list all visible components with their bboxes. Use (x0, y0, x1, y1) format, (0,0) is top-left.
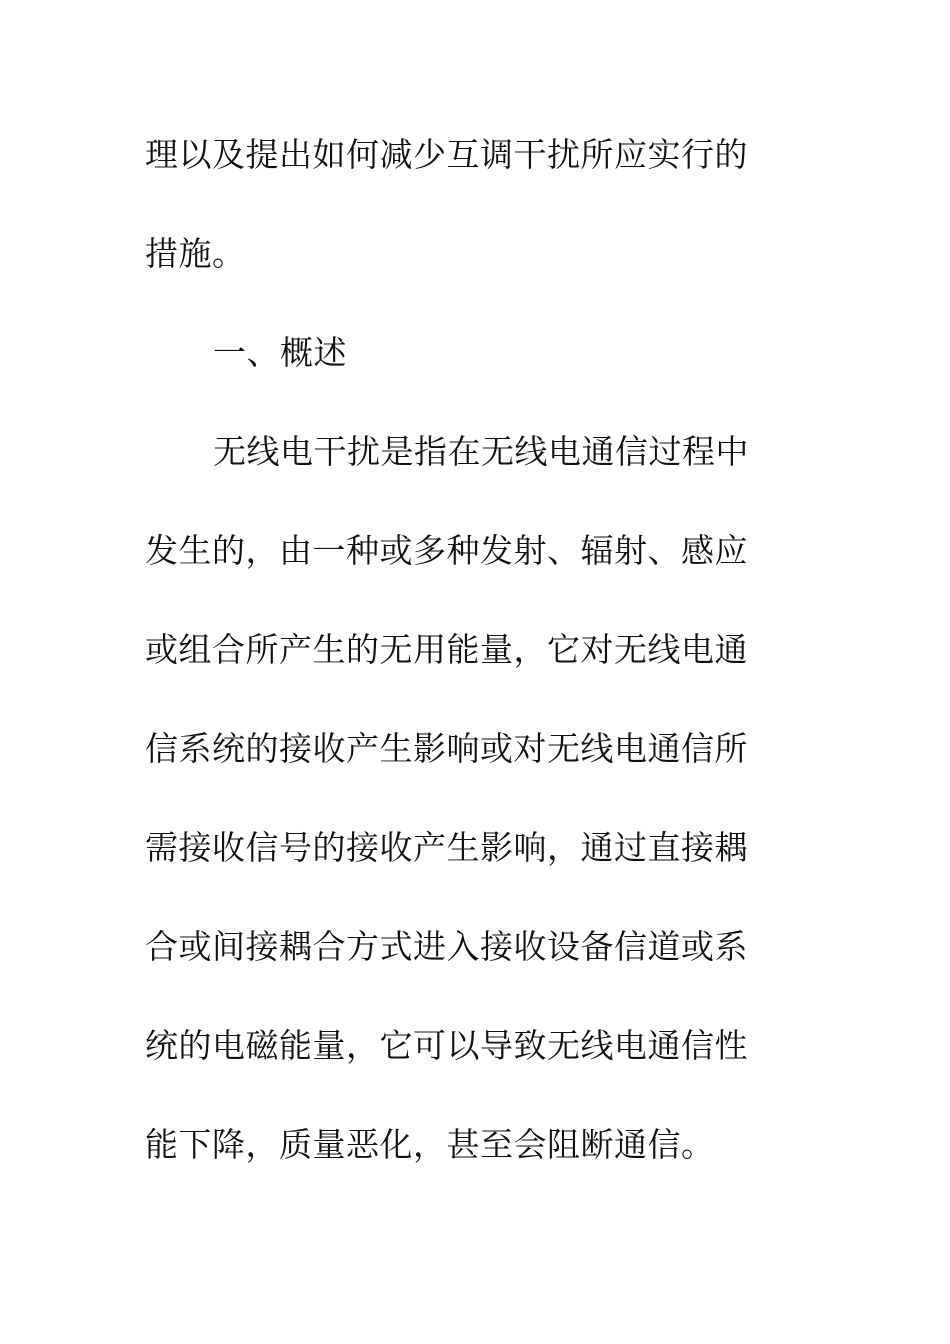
text-line: 需接收信号的接收产生影响，通过直接耦 (145, 828, 748, 867)
text-line: 信系统的接收产生影响或对无线电通信所 (145, 729, 748, 768)
text-line: 统的电磁能量，它可以导致无线电通信性 (145, 1026, 748, 1065)
text-line: 措施。 (145, 234, 246, 273)
text-line: 发生的，由一种或多种发射、辐射、感应 (145, 531, 748, 570)
section-heading: 一、概述 (213, 333, 347, 372)
text-line: 无线电干扰是指在无线电通信过程中 (213, 432, 749, 471)
text-line: 合或间接耦合方式进入接收设备信道或系 (145, 927, 748, 966)
text-line: 能下降，质量恶化，甚至会阻断通信。 (145, 1125, 715, 1164)
text-line: 或组合所产生的无用能量，它对无线电通 (145, 630, 748, 669)
text-line: 理以及提出如何减少互调干扰所应实行的 (145, 135, 748, 174)
